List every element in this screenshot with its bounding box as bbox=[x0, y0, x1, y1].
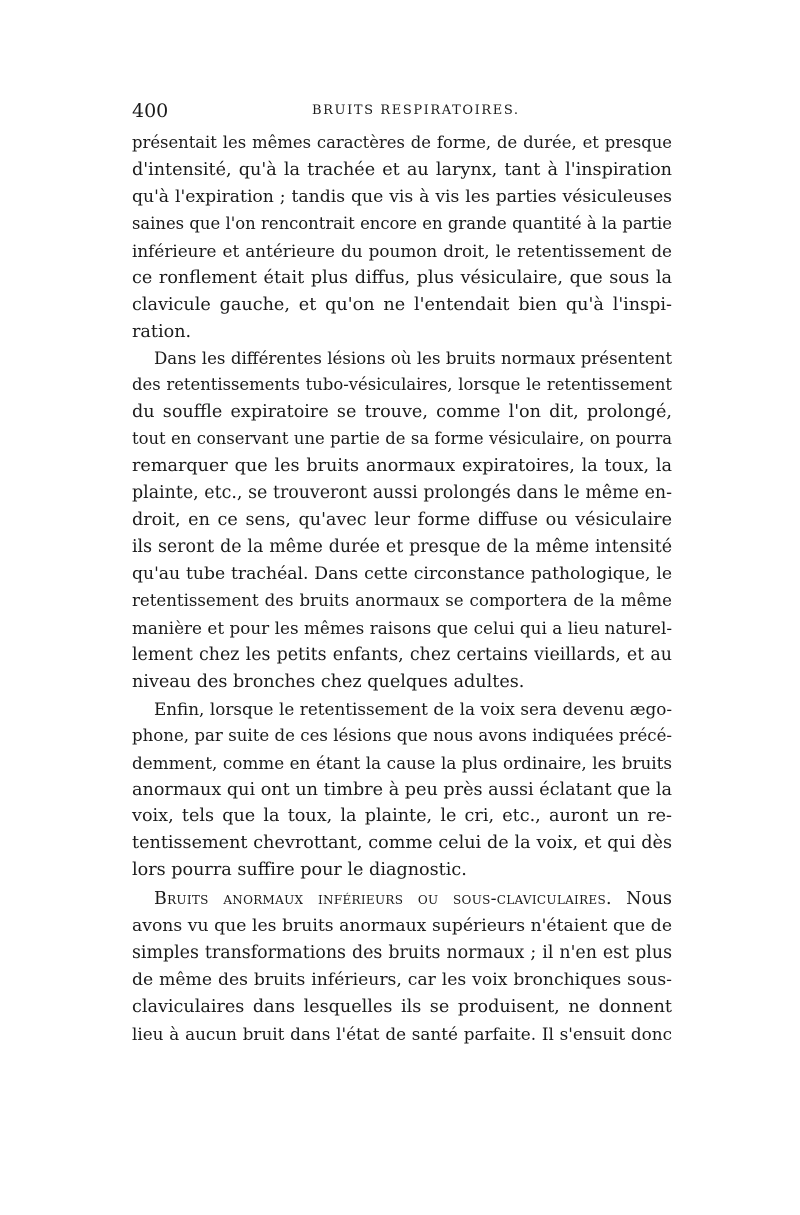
text-line: lors pourra suffire pour le diagnostic. bbox=[132, 860, 467, 881]
text-line: présentait les mêmes caractères de forme, de durée, et presque bbox=[132, 133, 672, 152]
running-head: BRUITS RESPIRATOIRES. bbox=[312, 103, 520, 118]
text-line: manière et pour les mêmes raisons que celui qui a lieu naturel- bbox=[132, 617, 672, 638]
section-heading-line bbox=[132, 886, 672, 913]
text-line: ce ronflement était plus diffus, plus vésiculaire, que sous la bbox=[132, 267, 672, 288]
text-line: des retentissements tubo-vésiculaires, lorsque le retentissement bbox=[132, 375, 672, 395]
text-line: ils seront de la même durée et presque de la même intensité bbox=[132, 537, 672, 558]
section-heading: Bruits anormaux inférieurs ou sous-claviculaires. bbox=[154, 889, 612, 910]
text-line: de même des bruits inférieurs, car les voix bronchiques sous- bbox=[132, 970, 672, 991]
text-line: Dans les différentes lésions où les bruits normaux présentent bbox=[154, 348, 672, 368]
text-line: avons vu que les bruits anormaux supérieurs n'étaient que de bbox=[132, 916, 672, 937]
text-line: demment, comme en étant la cause la plus ordinaire, les bruits bbox=[132, 752, 672, 773]
text-line: phone, par suite de ces lésions que nous avons indiquées précé- bbox=[132, 725, 672, 745]
text-line: du souffle expiratoire se trouve, comme l'on dit, prolongé, bbox=[132, 402, 672, 423]
text-line: droit, en ce sens, qu'avec leur forme diffuse ou vésiculaire bbox=[132, 510, 672, 531]
page-number: 400 bbox=[132, 100, 169, 122]
heading-tail: Nous bbox=[626, 889, 672, 910]
text-line: voix, tels que la toux, la plainte, le cri, etc., auront un re- bbox=[132, 806, 672, 827]
text-line: saines que l'on rencontrait encore en grande quantité à la partie bbox=[132, 213, 672, 233]
text-line: simples transformations des bruits normaux ; il n'en est plus bbox=[132, 943, 672, 964]
text-line: lement chez les petits enfants, chez certains vieillards, et au bbox=[132, 644, 672, 665]
text-line: tout en conservant une partie de sa forme vésiculaire, on pourra bbox=[132, 429, 672, 449]
text-line: niveau des bronches chez quelques adultes. bbox=[132, 671, 525, 692]
text-line: Enfin, lorsque le retentissement de la voix sera devenu ægo- bbox=[154, 698, 672, 719]
text-line: plainte, etc., se trouveront aussi prolongés dans le même en- bbox=[132, 483, 672, 504]
text-line: clavicule gauche, et qu'on ne l'entendait bien qu'à l'inspi- bbox=[132, 294, 672, 315]
text-line: qu'à l'expiration ; tandis que vis à vis les parties vésiculeuses bbox=[132, 186, 672, 207]
text-line: ration. bbox=[132, 321, 192, 342]
text-line: anormaux qui ont un timbre à peu près aussi éclatant que la bbox=[132, 779, 672, 800]
text-line: tentissement chevrottant, comme celui de la voix, et qui dès bbox=[132, 833, 672, 854]
text-line: inférieure et antérieure du poumon droit, le retentissement de bbox=[132, 240, 672, 261]
page-header bbox=[132, 100, 672, 126]
text-line: d'intensité, qu'à la trachée et au larynx, tant à l'inspiration bbox=[132, 159, 672, 180]
text-line: qu'au tube trachéal. Dans cette circonstance pathologique, le bbox=[132, 564, 672, 584]
text-line: remarquer que les bruits anormaux expiratoires, la toux, la bbox=[132, 456, 672, 477]
text-line: claviculaires dans lesquelles ils se produisent, ne donnent bbox=[132, 997, 672, 1017]
text-line: lieu à aucun bruit dans l'état de santé parfaite. Il s'ensuit donc bbox=[132, 1023, 672, 1044]
text-line: retentissement des bruits anormaux se comportera de la même bbox=[132, 590, 672, 610]
body-text bbox=[132, 130, 672, 1048]
